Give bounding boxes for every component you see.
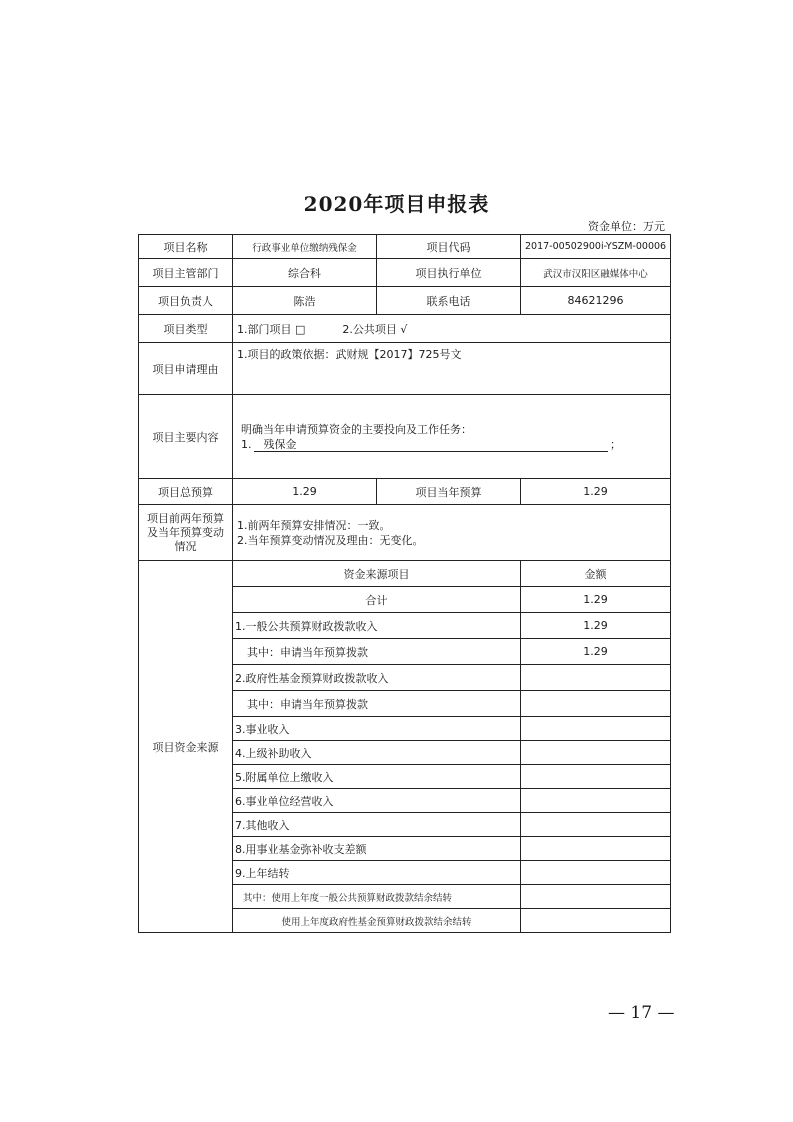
- phone-value: 84621296: [521, 287, 671, 315]
- funding-item-label: 使用上年度政府性基金预算财政拨款结余结转: [233, 909, 521, 933]
- dept-value: 综合科: [233, 259, 377, 287]
- funding-item-amount: [521, 691, 671, 717]
- exec-unit-value: 武汉市汉阳区融媒体中心: [521, 259, 671, 287]
- total-budget-value: 1.29: [233, 479, 377, 505]
- year-budget-value: 1.29: [521, 479, 671, 505]
- dept-label: 项目主管部门: [139, 259, 233, 287]
- row-project-type: [139, 315, 671, 343]
- funding-item-label: 4.上级补助收入: [233, 741, 521, 765]
- project-name-label: 项目名称: [139, 235, 233, 259]
- project-application-table: [138, 234, 671, 933]
- content-line-2: [241, 437, 621, 452]
- funding-item-label: 3.事业收入: [233, 717, 521, 741]
- funding-item-amount: [521, 665, 671, 691]
- funding-item-amount: [521, 909, 671, 933]
- reason-value: 1.项目的政策依据：武财规【2017】725号文: [233, 343, 671, 395]
- funding-item-amount: [521, 813, 671, 837]
- funding-item-amount: 1.29: [521, 613, 671, 639]
- content-suffix: ；: [610, 437, 621, 451]
- project-code-label: 项目代码: [377, 235, 521, 259]
- row-reason: [139, 343, 671, 395]
- funding-item-amount: [521, 717, 671, 741]
- type-option-department: 1.部门项目 □: [237, 322, 306, 336]
- owner-label: 项目负责人: [139, 287, 233, 315]
- year-budget-label: 项目当年预算: [377, 479, 521, 505]
- project-code-value: 2017-00502900i-YSZM-00006: [521, 235, 671, 259]
- exec-unit-label: 项目执行单位: [377, 259, 521, 287]
- reason-label: 项目申请理由: [139, 343, 233, 395]
- row-content: [139, 395, 671, 479]
- content-label: 项目主要内容: [139, 395, 233, 479]
- funding-item-amount: [521, 861, 671, 885]
- budget-change-line-1: 1.前两年预算安排情况：一致。: [237, 518, 391, 532]
- funding-section-label: 项目资金来源: [139, 561, 233, 933]
- funding-item-amount: 1.29: [521, 639, 671, 665]
- funding-item-amount: [521, 741, 671, 765]
- owner-value: 陈浩: [233, 287, 377, 315]
- content-line-1: 明确当年申请预算资金的主要投向及工作任务：: [241, 422, 472, 436]
- row-budget-change: [139, 505, 671, 561]
- type-label: 项目类型: [139, 315, 233, 343]
- funding-item-label: 合计: [233, 587, 521, 613]
- row-owner: [139, 287, 671, 315]
- funding-item-label: 8.用事业基金弥补收支差额: [233, 837, 521, 861]
- funding-item-amount: [521, 789, 671, 813]
- page-title: 2020年项目申报表: [303, 192, 490, 216]
- funding-item-amount: [521, 765, 671, 789]
- budget-change-label: 项目前两年预算及当年预算变动情况: [139, 505, 233, 561]
- funding-item-label: 5.附属单位上缴收入: [233, 765, 521, 789]
- budget-change-line-2: 2.当年预算变动情况及理由：无变化。: [237, 533, 424, 547]
- unit-note: 资金单位：万元: [588, 220, 665, 233]
- content-item: 残保金: [254, 438, 609, 452]
- funding-item-label: 9.上年结转: [233, 861, 521, 885]
- type-option-public: 2.公共项目 √: [342, 322, 408, 336]
- funding-header-amount: 金额: [521, 561, 671, 587]
- funding-item-label: 其中：申请当年预算拨款: [233, 691, 521, 717]
- funding-item-label: 7.其他收入: [233, 813, 521, 837]
- row-budget: [139, 479, 671, 505]
- phone-label: 联系电话: [377, 287, 521, 315]
- funding-header-row: [139, 561, 671, 587]
- type-options: [233, 315, 671, 343]
- row-project-name: [139, 235, 671, 259]
- project-name-value: 行政事业单位缴纳残保金: [233, 235, 377, 259]
- funding-item-label: 2.政府性基金预算财政拨款收入: [233, 665, 521, 691]
- total-budget-label: 项目总预算: [139, 479, 233, 505]
- funding-item-amount: 1.29: [521, 587, 671, 613]
- funding-item-label: 6.事业单位经营收入: [233, 789, 521, 813]
- funding-header-item: 资金来源项目: [233, 561, 521, 587]
- content-prefix: 1.: [241, 437, 252, 451]
- row-department: [139, 259, 671, 287]
- budget-change-value: [233, 505, 671, 561]
- funding-item-label: 1.一般公共预算财政拨款收入: [233, 613, 521, 639]
- funding-item-label: 其中：使用上年度一般公共预算财政拨款结余结转: [233, 885, 521, 909]
- page-number: — 17 —: [608, 1003, 675, 1023]
- funding-item-label: 其中：申请当年预算拨款: [233, 639, 521, 665]
- content-value: [233, 395, 671, 479]
- funding-item-amount: [521, 837, 671, 861]
- funding-item-amount: [521, 885, 671, 909]
